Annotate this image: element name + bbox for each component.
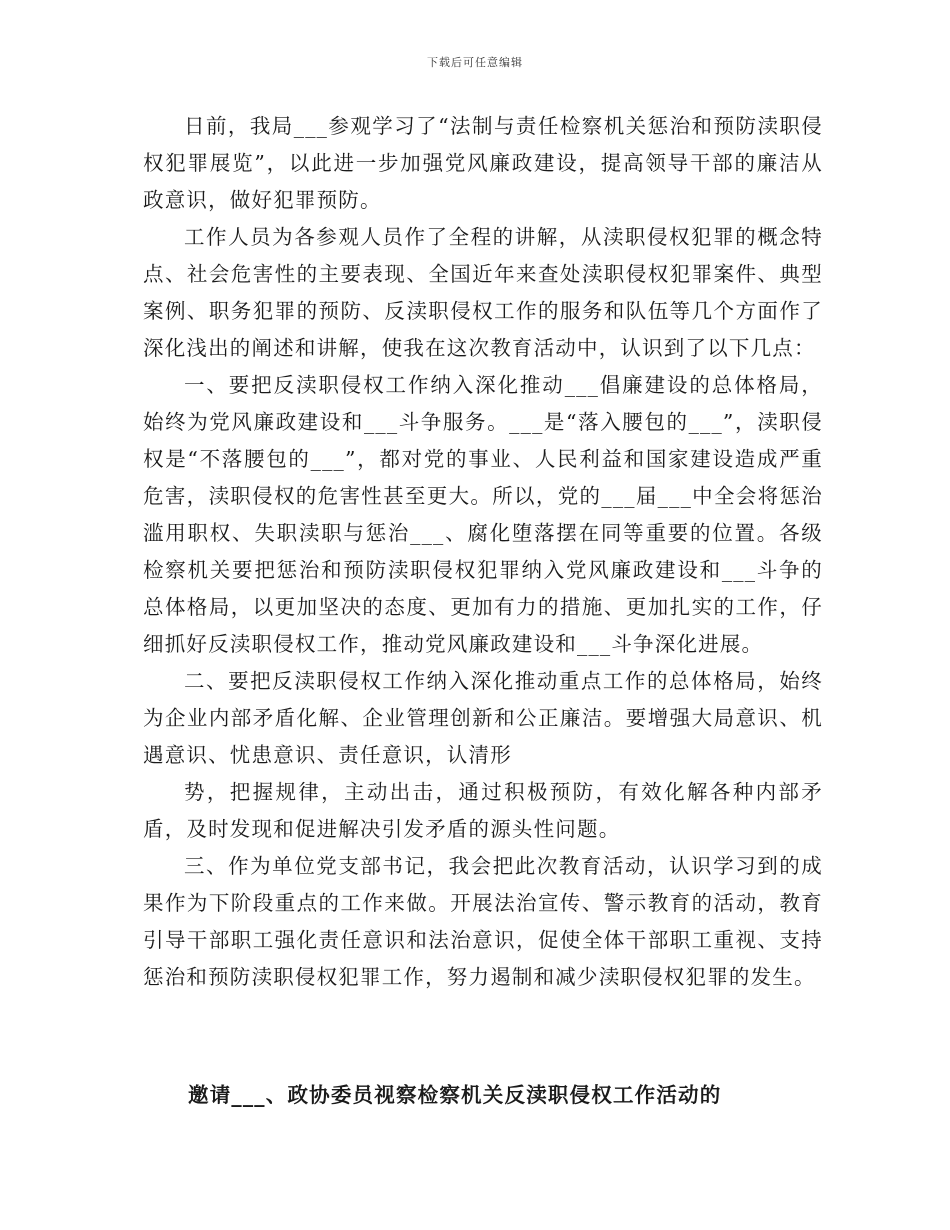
paragraph-point-two: 二、要把反渎职侵权工作纳入深化推动重点工作的总体格局，始终为企业内部矛盾化解、企业管理创新和公正廉洁。要增强大局意识、机遇意识、忧患意识、责任意识，认清形 bbox=[143, 669, 823, 767]
section-heading: 邀请___、政协委员视察检察机关反渎职侵权工作活动的 bbox=[188, 1083, 722, 1107]
paragraph-explanation: 工作人员为各参观人员作了全程的讲解，从渎职侵权犯罪的概念特点、社会危害性的主要表现、全国近年来查处渎职侵权犯罪案件、典型案例、职务犯罪的预防、反渎职侵权工作的服务和队伍等几个方面作了深化浅出的阐述和讲解，使我在这次教育活动中，认识到了以下几点： bbox=[143, 225, 823, 360]
paragraph-point-three: 三、作为单位党支部书记，我会把此次教育活动，认识学习到的成果作为下阶段重点的工作来做。开展法治宣传、警示教育的活动，教育引导干部职工强化责任意识和法治意识，促使全体干部职工重视、支持惩治和预防渎职侵权犯罪工作，努力遏制和减少渎职侵权犯罪的发生。 bbox=[143, 854, 823, 989]
paragraph-point-two-continued: 势，把握规律，主动出击，通过积极预防，有效化解各种内部矛盾，及时发现和促进解决引发矛盾的源头性问题。 bbox=[143, 780, 823, 841]
paragraph-intro: 日前，我局___参观学习了“法制与责任检察机关惩治和预防渎职侵权犯罪展览”，以此进一步加强党风廉政建设，提高领导干部的廉洁从政意识，做好犯罪预防。 bbox=[143, 114, 823, 212]
page-header: 下载后可任意编辑 bbox=[427, 56, 523, 69]
document-body bbox=[143, 108, 823, 996]
paragraph-point-one: 一、要把反渎职侵权工作纳入深化推动___倡廉建设的总体格局，始终为党风廉政建设和___斗争服务。___是“落入腰包的___”，渎职侵权是“不落腰包的___”，都对党的事业、人民利益和国家建设造成严重危害，渎职侵权的危害性甚至更大。所以，党的___届___中全会将惩治滥用职权、失职渎职与惩治___、腐化堕落摆在同等重要的位置。各级检察机关要把惩治和预防渎职侵权犯罪纳入党风廉政建设和___斗争的总体格局，以更加坚决的态度、更加有力的措施、更加扎实的工作，仔细抓好反渎职侵权工作，推动党风廉政建设和___斗争深化进展。 bbox=[143, 373, 823, 656]
